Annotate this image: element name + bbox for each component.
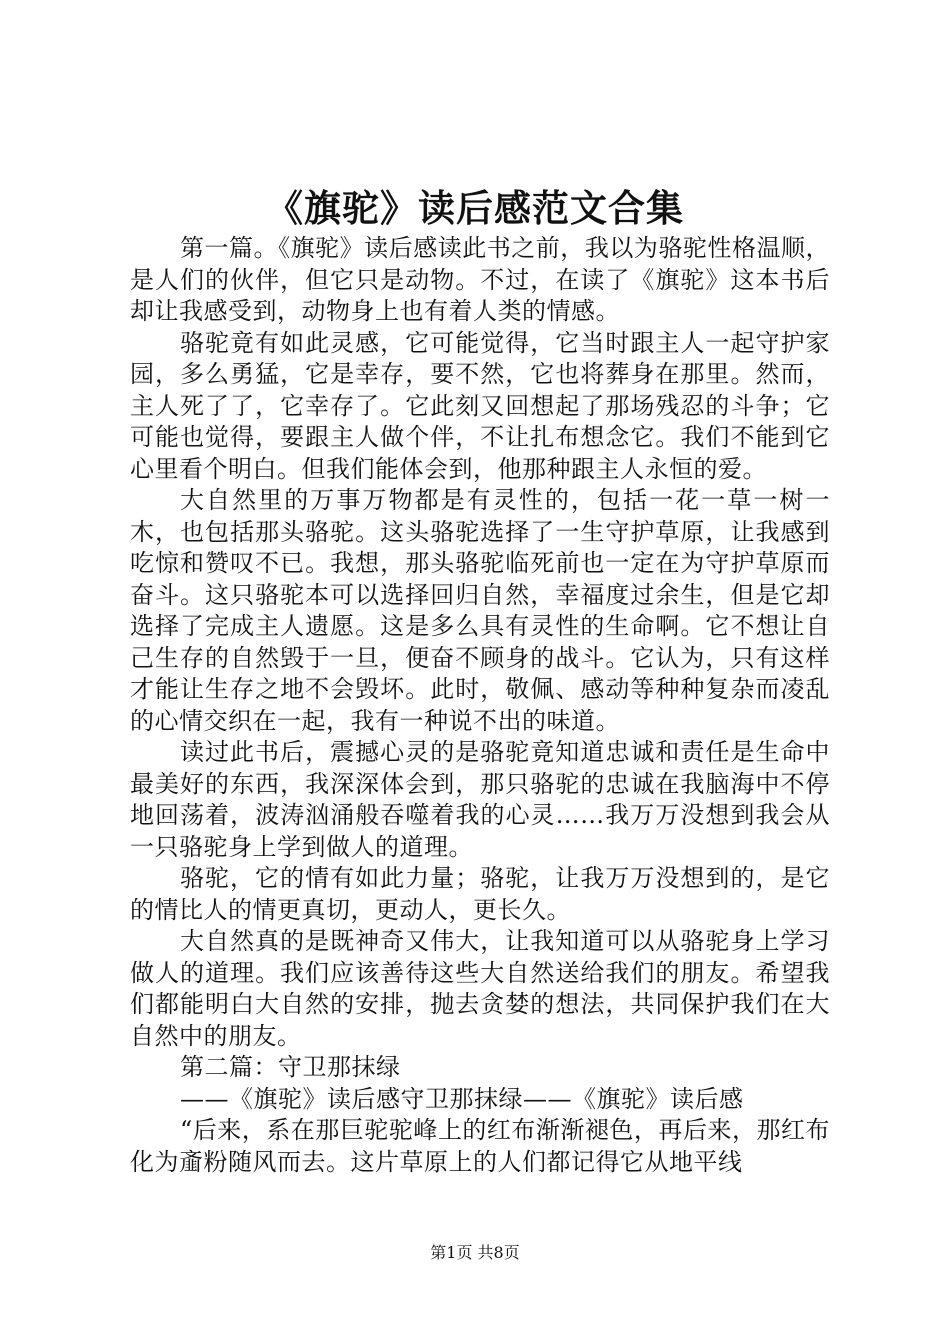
paragraph: 骆驼竟有如此灵感，它可能觉得，它当时跟主人一起守护家园，多么勇猛，它是幸存，要不然，它也将葬身在那里。然而，主人死了了，它幸存了。它此刻又回想起了那场残忍的斗争；它可能也觉得，要跟主人做个伴，不让扎布想念它。我们不能到它心里看个明白。但我们能体会到，他那种跟主人永恒的爱。 (130, 328, 830, 483)
section-heading: 第二篇：守卫那抹绿 (180, 1053, 401, 1081)
paragraph: 大自然真的是既神奇又伟大，让我知道可以从骆驼身上学习做人的道理。我们应该善待这些大自然送给我们的朋友。希望我们都能明白大自然的安排，抛去贪婪的想法，共同保护我们在大自然中的朋友。 (130, 927, 830, 1050)
paragraph: 第一篇。《旗驼》读后感读此书之前，我以为骆驼性格温顺，是人们的伙伴，但它只是动物。不过，在读了《旗驼》这本书后却让我感受到，动物身上也有着人类的情感。 (130, 234, 830, 325)
document-body (130, 233, 830, 1178)
page-total: 共8页 (477, 1243, 520, 1262)
page-number: 第1页 (430, 1243, 473, 1262)
paragraph: “后来，系在那巨驼驼峰上的红布渐渐褪色，再后来，那红布化为齑粉随风而去。这片草原上的人们都记得它从地平线 (130, 1116, 830, 1176)
document-title: 《旗驼》读后感范文合集 (266, 186, 684, 230)
paragraph: 骆驼，它的情有如此力量；骆驼，让我万万没想到的，是它的情比人的情更真切，更动人，更长久。 (130, 864, 830, 924)
paragraph: 大自然里的万事万物都是有灵性的，包括一花一草一树一木，也包括那头骆驼。这头骆驼选择了一生守护草原，让我感到吃惊和赞叹不已。我想，那头骆驼临死前也一定在为守护草原而奋斗。这只骆驼本可以选择回归自然，幸福度过余生，但是它却选择了完成主人遗愿。这是多么具有灵性的生命啊。它不想让自己生存的自然毁于一旦，便奋不顾身的战斗。它认为，只有这样才能让生存之地不会毁坏。此时，敬佩、感动等种种复杂而凌乱的心情交织在一起，我有一种说不出的味道。 (130, 486, 830, 735)
page-footer (0, 1242, 950, 1264)
paragraph: 读过此书后，震撼心灵的是骆驼竟知道忠诚和责任是生命中最美好的东西，我深深体会到，那只骆驼的忠诚在我脑海中不停地回荡着，波涛汹涌般吞噬着我的心灵……我万万没想到我会从一只骆驼身上学到做人的道理。 (130, 738, 830, 861)
section-subtitle: ——《旗驼》读后感守卫那抹绿——《旗驼》读后感 (180, 1084, 744, 1113)
